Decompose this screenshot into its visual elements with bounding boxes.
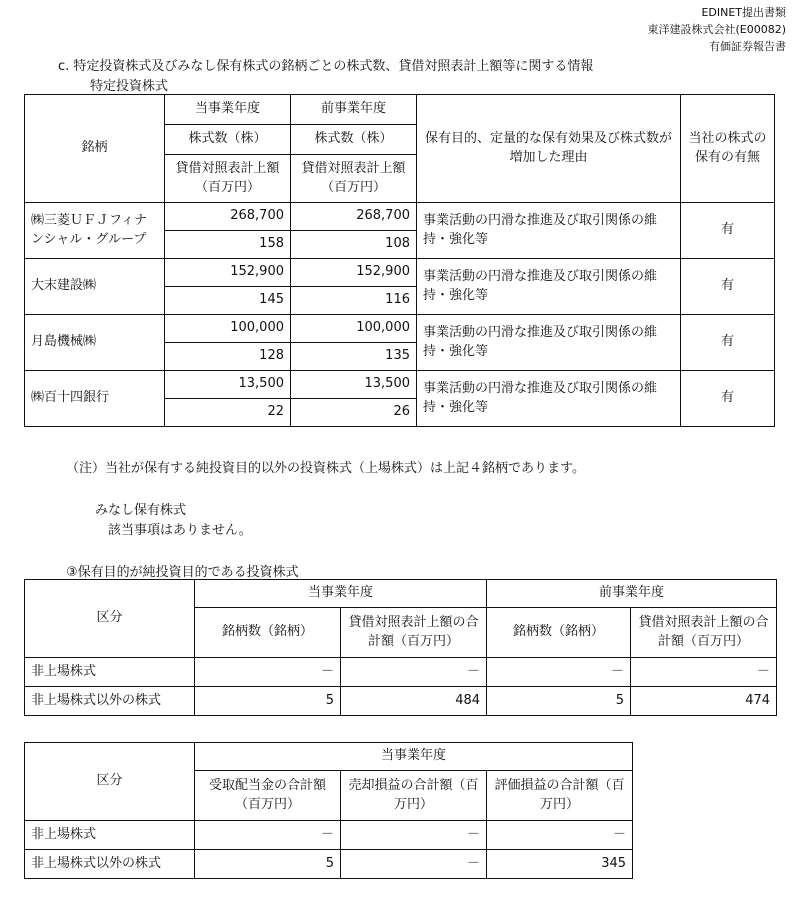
row-valuation-gain: －: [487, 821, 633, 850]
header-count-current: 銘柄数（銘柄）: [195, 608, 341, 658]
row-cross-holding: 有: [681, 259, 775, 315]
row-valuation-gain: 345: [487, 850, 633, 879]
header-bs-total-previous: 貸借対照表計上額の合計額（百万円）: [631, 608, 777, 658]
row-previous-bs: －: [631, 658, 777, 687]
row-current-shares: 13,500: [165, 371, 291, 399]
pure-investment-table: [24, 579, 777, 716]
row-current-bs: 145: [165, 287, 291, 315]
header-sale-gain-total: 売却損益の合計額（百万円）: [341, 771, 487, 821]
row-previous-shares: 268,700: [291, 203, 417, 231]
row-purpose: 事業活動の円滑な推進及び取引関係の維持・強化等: [417, 371, 681, 427]
row-current-bs: 484: [341, 687, 487, 716]
row-name: ㈱三菱ＵＦＪフィナンシャル・グループ: [25, 203, 165, 259]
row-previous-bs: 26: [291, 399, 417, 427]
header-shares-current: 株式数（株）: [165, 125, 291, 155]
pure-investment-income-table: [24, 742, 633, 879]
row-name: ㈱百十四銀行: [25, 371, 165, 427]
row-sale-gain: －: [341, 850, 487, 879]
row-purpose: 事業活動の円滑な推進及び取引関係の維持・強化等: [417, 203, 681, 259]
row-cross-holding: 有: [681, 315, 775, 371]
row-cross-holding: 有: [681, 371, 775, 427]
report-type-header: 有価証券報告書: [709, 40, 786, 53]
row-current-bs: 22: [165, 399, 291, 427]
row-current-bs: 128: [165, 343, 291, 371]
header-category: 区分: [25, 743, 195, 821]
row-purpose: 事業活動の円滑な推進及び取引関係の維持・強化等: [417, 315, 681, 371]
header-dividend-total: 受取配当金の合計額（百万円）: [195, 771, 341, 821]
header-current-year: 当事業年度: [195, 743, 633, 771]
row-current-shares: 152,900: [165, 259, 291, 287]
header-cross-holding: 当社の株式の保有の有無: [681, 95, 775, 203]
row-previous-shares: 13,500: [291, 371, 417, 399]
row-previous-count: 5: [487, 687, 631, 716]
row-label: 非上場株式: [25, 658, 195, 687]
specified-title: 特定投資株式: [90, 79, 169, 94]
header-brand: 銘柄: [25, 95, 165, 203]
header-count-previous: 銘柄数（銘柄）: [487, 608, 631, 658]
deemed-title: みなし保有株式: [95, 503, 187, 518]
edinet-header: EDINET提出書類: [701, 6, 786, 19]
header-valuation-gain-total: 評価損益の合計額（百万円）: [487, 771, 633, 821]
row-current-count: －: [195, 658, 341, 687]
section-3-title: ③保有目的が純投資目的である投資株式: [66, 565, 299, 580]
header-shares-previous: 株式数（株）: [291, 125, 417, 155]
row-previous-bs: 474: [631, 687, 777, 716]
header-bs-total-current: 貸借対照表計上額の合計額（百万円）: [341, 608, 487, 658]
company-header: 東洋建設株式会社(E00082): [647, 23, 786, 36]
row-previous-bs: 108: [291, 231, 417, 259]
row-previous-bs: 116: [291, 287, 417, 315]
row-label: 非上場株式以外の株式: [25, 850, 195, 879]
specified-investment-table: [24, 94, 775, 427]
header-purpose: 保有目的、定量的な保有効果及び株式数が増加した理由: [417, 95, 681, 203]
header-category: 区分: [25, 580, 195, 658]
row-sale-gain: －: [341, 821, 487, 850]
header-current-year: 当事業年度: [165, 95, 291, 125]
header-previous-year: 前事業年度: [487, 580, 777, 608]
header-previous-year: 前事業年度: [291, 95, 417, 125]
row-previous-shares: 152,900: [291, 259, 417, 287]
row-current-count: 5: [195, 687, 341, 716]
footnote: （注）当社が保有する純投資目的以外の投資株式（上場株式）は上記４銘柄であります。: [66, 461, 585, 476]
row-previous-count: －: [487, 658, 631, 687]
row-purpose: 事業活動の円滑な推進及び取引関係の維持・強化等: [417, 259, 681, 315]
row-dividend: －: [195, 821, 341, 850]
row-current-shares: 100,000: [165, 315, 291, 343]
row-name: 月島機械㈱: [25, 315, 165, 371]
row-cross-holding: 有: [681, 203, 775, 259]
header-bs-current: 貸借対照表計上額（百万円）: [165, 155, 291, 203]
row-name: 大末建設㈱: [25, 259, 165, 315]
row-dividend: 5: [195, 850, 341, 879]
row-label: 非上場株式以外の株式: [25, 687, 195, 716]
row-previous-shares: 100,000: [291, 315, 417, 343]
row-current-shares: 268,700: [165, 203, 291, 231]
deemed-text: 該当事項はありません。: [108, 523, 252, 538]
section-c-title: c. 特定投資株式及びみなし保有株式の銘柄ごとの株式数、貸借対照表計上額等に関する情報: [58, 59, 594, 74]
header-bs-previous: 貸借対照表計上額（百万円）: [291, 155, 417, 203]
row-current-bs: 158: [165, 231, 291, 259]
row-label: 非上場株式: [25, 821, 195, 850]
row-current-bs: －: [341, 658, 487, 687]
header-current-year: 当事業年度: [195, 580, 487, 608]
row-previous-bs: 135: [291, 343, 417, 371]
